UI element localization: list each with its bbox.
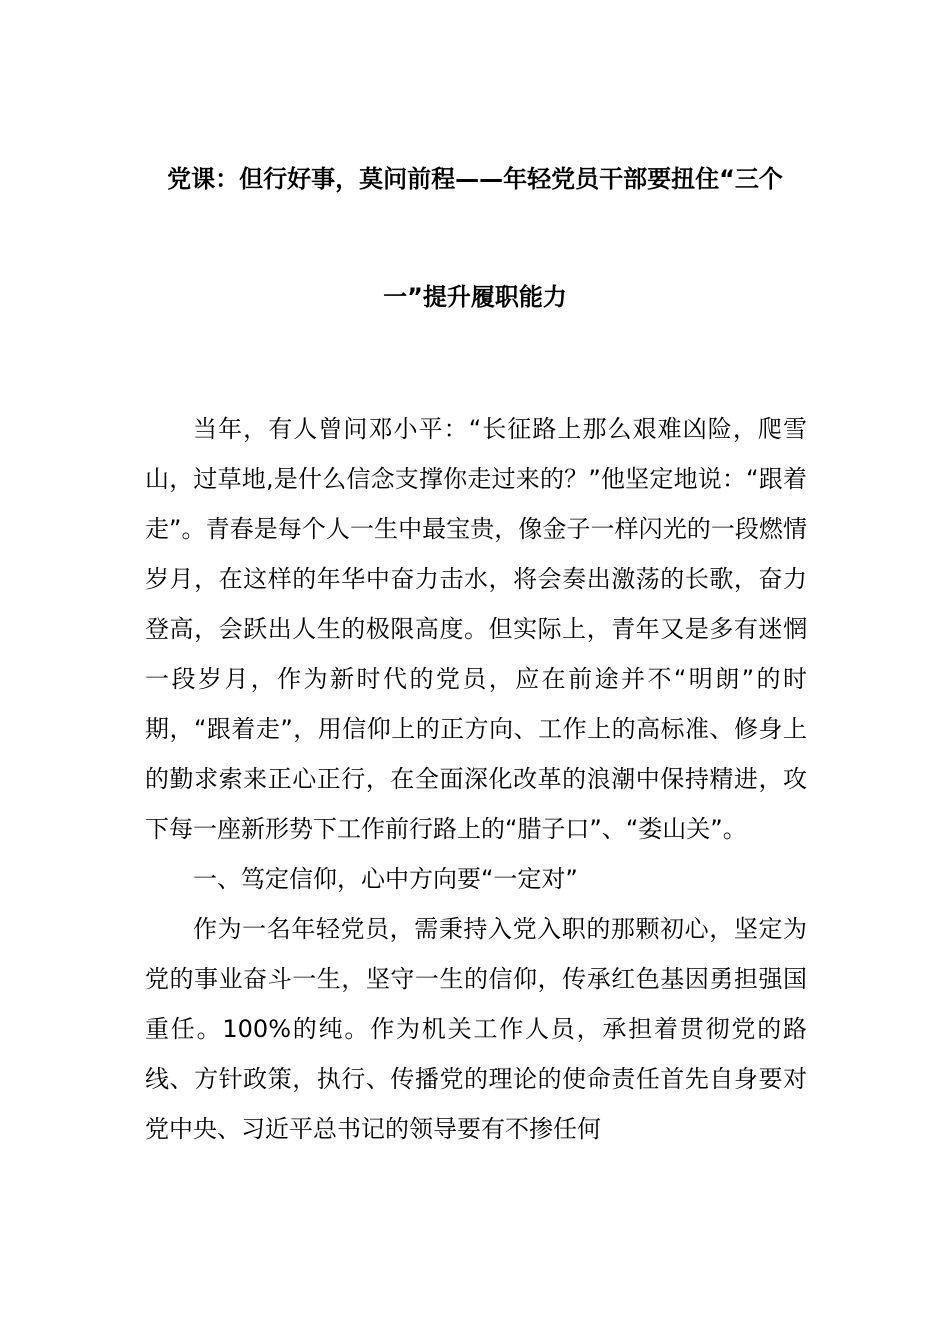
document-body bbox=[145, 404, 807, 1154]
paragraph-section-1: 作为一名年轻党员，需秉持入党入职的那颗初心，坚定为党的事业奋斗一生，坚守一生的信仰，传承红色基因勇担强国重任。100%的纯。作为机关工作人员，承担着贯彻党的路线、方针政策，执行、传播党的理论的使命责任首先自身要对党中央、习近平总书记的领导要有不掺任何 bbox=[145, 915, 807, 1143]
document-title-line-2: 一”提升履职能力 bbox=[383, 283, 567, 311]
paragraph-intro: 当年，有人曾问邓小平：“长征路上那么艰难凶险，爬雪山，过草地,是什么信念支撑你走过来的？”他坚定地说：“跟着走”。青春是每个人一生中最宝贵，像金子一样闪光的一段燃情岁月，在这样的年华中奋力击水，将会奏出激荡的长歌，奋力登高，会跃出人生的极限高度。但实际上，青年又是多有迷惘一段岁月，作为新时代的党员，应在前途并不“明朗”的时期，“跟着走”，用信仰上的正方向、工作上的高标准、修身上的勤求索来正心正行，在全面深化改革的浪潮中保持精进，攻下每一座新形势下工作前行路上的“腊子口”、“娄山关”。 bbox=[145, 415, 807, 843]
section-heading-1: 一、笃定信仰，心中方向要“一定对” bbox=[193, 865, 578, 893]
document-title-line-1: 党课：但行好事，莫问前程——年轻党员干部要扭住“三个 bbox=[167, 165, 783, 193]
